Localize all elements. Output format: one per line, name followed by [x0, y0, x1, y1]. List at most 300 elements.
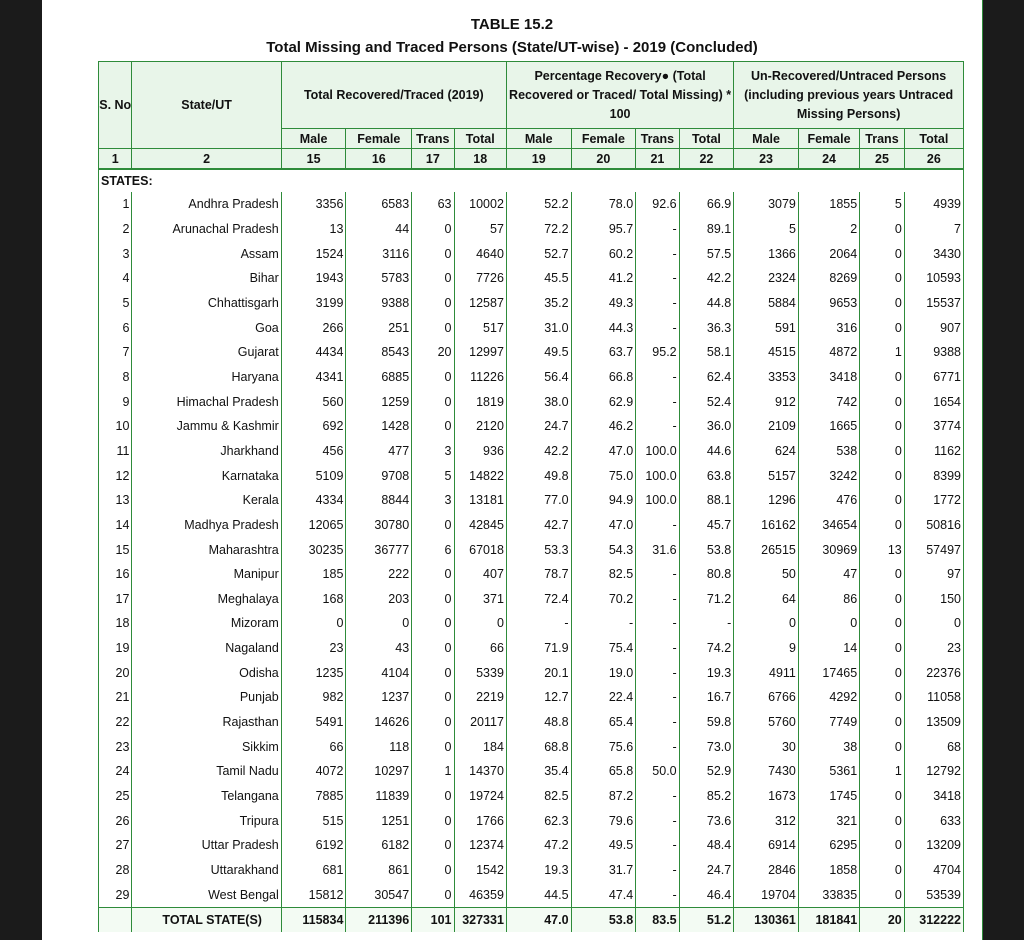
column-number-cell: 2: [132, 149, 281, 170]
table-row: [99, 882, 964, 907]
value-cell: 73.0: [679, 734, 734, 759]
column-number-cell: 24: [798, 149, 859, 170]
value-cell: 86: [798, 587, 859, 612]
value-cell: 184: [454, 734, 506, 759]
value-cell: 7430: [734, 759, 799, 784]
value-cell: 4939: [904, 192, 963, 217]
value-cell: 15537: [904, 291, 963, 316]
total-value-cell: 83.5: [636, 908, 679, 933]
value-cell: 0: [860, 562, 905, 587]
value-cell: -: [636, 685, 679, 710]
state-name-cell: Jammu & Kashmir: [132, 414, 281, 439]
value-cell: 13209: [904, 833, 963, 858]
value-cell: -: [636, 833, 679, 858]
value-cell: -: [636, 241, 679, 266]
value-cell: 14822: [454, 463, 506, 488]
value-cell: 0: [412, 241, 454, 266]
value-cell: 6914: [734, 833, 799, 858]
value-cell: 5760: [734, 710, 799, 735]
header-group-unrecovered: Un-Recovered/Untraced Persons (including previous years Untraced Missing Persons): [734, 62, 964, 129]
value-cell: 3: [412, 488, 454, 513]
state-name-cell: Odisha: [132, 660, 281, 685]
value-cell: 0: [904, 611, 963, 636]
value-cell: 100.0: [636, 488, 679, 513]
state-name-cell: Manipur: [132, 562, 281, 587]
value-cell: 0: [798, 611, 859, 636]
table-row: [99, 365, 964, 390]
value-cell: 19.3: [679, 660, 734, 685]
value-cell: 2064: [798, 241, 859, 266]
table-row: [99, 858, 964, 883]
value-cell: 62.3: [506, 808, 571, 833]
state-name-cell: Madhya Pradesh: [132, 513, 281, 538]
value-cell: 30235: [281, 537, 346, 562]
value-cell: 0: [412, 808, 454, 833]
subheader-cell: Male: [734, 129, 799, 149]
subheader-cell: Male: [281, 129, 346, 149]
serial-number-cell: 20: [99, 660, 132, 685]
table-row: [99, 833, 964, 858]
value-cell: 0: [860, 315, 905, 340]
value-cell: 0: [412, 734, 454, 759]
state-name-cell: Tamil Nadu: [132, 759, 281, 784]
value-cell: 251: [346, 315, 412, 340]
value-cell: 20.1: [506, 660, 571, 685]
total-value-cell: 51.2: [679, 908, 734, 933]
table-row: [99, 266, 964, 291]
value-cell: 5: [860, 192, 905, 217]
value-cell: 7726: [454, 266, 506, 291]
value-cell: 9388: [346, 291, 412, 316]
value-cell: 0: [734, 611, 799, 636]
serial-number-cell: 4: [99, 266, 132, 291]
table-row: [99, 340, 964, 365]
value-cell: 72.2: [506, 217, 571, 242]
value-cell: 861: [346, 858, 412, 883]
value-cell: -: [636, 389, 679, 414]
value-cell: 20: [412, 340, 454, 365]
serial-number-cell: 5: [99, 291, 132, 316]
value-cell: 42.2: [679, 266, 734, 291]
value-cell: 6885: [346, 365, 412, 390]
value-cell: 0: [860, 365, 905, 390]
value-cell: 0: [412, 710, 454, 735]
value-cell: 3430: [904, 241, 963, 266]
column-number-cell: 15: [281, 149, 346, 170]
serial-number-cell: 13: [99, 488, 132, 513]
table-row: [99, 217, 964, 242]
state-name-cell: Jharkhand: [132, 439, 281, 464]
value-cell: 22376: [904, 660, 963, 685]
value-cell: 681: [281, 858, 346, 883]
value-cell: 0: [346, 611, 412, 636]
state-name-cell: Maharashtra: [132, 537, 281, 562]
value-cell: 1524: [281, 241, 346, 266]
state-name-cell: Tripura: [132, 808, 281, 833]
page-edge-line: [982, 0, 983, 940]
value-cell: 407: [454, 562, 506, 587]
state-name-cell: Bihar: [132, 266, 281, 291]
column-number-cell: 26: [904, 149, 963, 170]
value-cell: 633: [904, 808, 963, 833]
table-row: [99, 291, 964, 316]
value-cell: 65.4: [571, 710, 636, 735]
value-cell: 36.0: [679, 414, 734, 439]
subheader-cell: Female: [798, 129, 859, 149]
value-cell: 78.7: [506, 562, 571, 587]
state-name-cell: Haryana: [132, 365, 281, 390]
header-sno: S. No: [99, 62, 132, 149]
column-number-row: [99, 149, 964, 170]
value-cell: 75.0: [571, 463, 636, 488]
subheader-cell: Trans: [412, 129, 454, 149]
value-cell: 45.5: [506, 266, 571, 291]
value-cell: 16.7: [679, 685, 734, 710]
value-cell: 56.4: [506, 365, 571, 390]
value-cell: 23: [281, 636, 346, 661]
value-cell: 591: [734, 315, 799, 340]
value-cell: 624: [734, 439, 799, 464]
value-cell: 1654: [904, 389, 963, 414]
value-cell: 31.6: [636, 537, 679, 562]
value-cell: 4911: [734, 660, 799, 685]
value-cell: 47.0: [571, 439, 636, 464]
value-cell: 4334: [281, 488, 346, 513]
value-cell: 50.0: [636, 759, 679, 784]
table-row: [99, 808, 964, 833]
value-cell: 100.0: [636, 439, 679, 464]
value-cell: 13: [281, 217, 346, 242]
value-cell: 19.3: [506, 858, 571, 883]
value-cell: -: [636, 611, 679, 636]
subheader-cell: Male: [506, 129, 571, 149]
state-name-cell: Sikkim: [132, 734, 281, 759]
table-row: [99, 537, 964, 562]
value-cell: 12.7: [506, 685, 571, 710]
state-name-cell: Assam: [132, 241, 281, 266]
value-cell: 38.0: [506, 389, 571, 414]
state-name-cell: Karnataka: [132, 463, 281, 488]
value-cell: 0: [860, 266, 905, 291]
value-cell: -: [636, 587, 679, 612]
total-value-cell: 327331: [454, 908, 506, 933]
value-cell: 54.3: [571, 537, 636, 562]
value-cell: 1: [860, 759, 905, 784]
value-cell: 1428: [346, 414, 412, 439]
value-cell: 5339: [454, 660, 506, 685]
value-cell: 0: [860, 414, 905, 439]
value-cell: 0: [860, 710, 905, 735]
value-cell: 49.5: [571, 833, 636, 858]
value-cell: 12587: [454, 291, 506, 316]
value-cell: 0: [412, 365, 454, 390]
value-cell: 3353: [734, 365, 799, 390]
value-cell: 22.4: [571, 685, 636, 710]
serial-number-cell: 7: [99, 340, 132, 365]
header-group-percentage: Percentage Recovery● (Total Recovered or Traced/ Total Missing) * 100: [506, 62, 733, 129]
value-cell: 20117: [454, 710, 506, 735]
value-cell: -: [571, 611, 636, 636]
value-cell: 70.2: [571, 587, 636, 612]
serial-number-cell: 3: [99, 241, 132, 266]
value-cell: 1673: [734, 784, 799, 809]
value-cell: 30: [734, 734, 799, 759]
total-value-cell: 115834: [281, 908, 346, 933]
serial-number-cell: 21: [99, 685, 132, 710]
value-cell: 4872: [798, 340, 859, 365]
total-value-cell: 312222: [904, 908, 963, 933]
value-cell: 82.5: [571, 562, 636, 587]
value-cell: 66: [281, 734, 346, 759]
value-cell: 30969: [798, 537, 859, 562]
serial-number-cell: 27: [99, 833, 132, 858]
value-cell: 66: [454, 636, 506, 661]
value-cell: 0: [412, 882, 454, 907]
value-cell: 5109: [281, 463, 346, 488]
table-row: [99, 587, 964, 612]
table-row: [99, 710, 964, 735]
value-cell: 3774: [904, 414, 963, 439]
value-cell: 1251: [346, 808, 412, 833]
table-row: [99, 389, 964, 414]
value-cell: 515: [281, 808, 346, 833]
value-cell: 48.4: [679, 833, 734, 858]
value-cell: 0: [860, 587, 905, 612]
value-cell: 2: [798, 217, 859, 242]
value-cell: 0: [412, 513, 454, 538]
value-cell: 185: [281, 562, 346, 587]
value-cell: 222: [346, 562, 412, 587]
serial-number-cell: 15: [99, 537, 132, 562]
value-cell: 97: [904, 562, 963, 587]
value-cell: 12997: [454, 340, 506, 365]
value-cell: 74.2: [679, 636, 734, 661]
value-cell: 517: [454, 315, 506, 340]
serial-number-cell: 9: [99, 389, 132, 414]
value-cell: 30780: [346, 513, 412, 538]
table-row: [99, 636, 964, 661]
value-cell: 87.2: [571, 784, 636, 809]
value-cell: 4292: [798, 685, 859, 710]
value-cell: 912: [734, 389, 799, 414]
table-row: [99, 562, 964, 587]
table-row: [99, 784, 964, 809]
value-cell: 0: [860, 685, 905, 710]
value-cell: 3079: [734, 192, 799, 217]
state-name-cell: Meghalaya: [132, 587, 281, 612]
value-cell: 17465: [798, 660, 859, 685]
table-row: [99, 463, 964, 488]
value-cell: 62.4: [679, 365, 734, 390]
value-cell: 312: [734, 808, 799, 833]
state-name-cell: West Bengal: [132, 882, 281, 907]
value-cell: 371: [454, 587, 506, 612]
serial-number-cell: 28: [99, 858, 132, 883]
table-row: [99, 685, 964, 710]
value-cell: 88.1: [679, 488, 734, 513]
value-cell: 49.8: [506, 463, 571, 488]
state-name-cell: Andhra Pradesh: [132, 192, 281, 217]
value-cell: 9708: [346, 463, 412, 488]
value-cell: 68: [904, 734, 963, 759]
total-label-cell: TOTAL STATE(S): [132, 908, 281, 933]
column-number-cell: 1: [99, 149, 132, 170]
serial-number-cell: 25: [99, 784, 132, 809]
serial-number-cell: 23: [99, 734, 132, 759]
subheader-cell: Trans: [636, 129, 679, 149]
value-cell: 0: [412, 562, 454, 587]
value-cell: 52.7: [506, 241, 571, 266]
value-cell: 1259: [346, 389, 412, 414]
serial-number-cell: 1: [99, 192, 132, 217]
value-cell: 0: [860, 488, 905, 513]
value-cell: 42.2: [506, 439, 571, 464]
value-cell: 46.2: [571, 414, 636, 439]
table-row: [99, 660, 964, 685]
value-cell: 36777: [346, 537, 412, 562]
value-cell: 52.4: [679, 389, 734, 414]
value-cell: 1: [860, 340, 905, 365]
value-cell: 6583: [346, 192, 412, 217]
serial-number-cell: 22: [99, 710, 132, 735]
value-cell: 8399: [904, 463, 963, 488]
value-cell: 57497: [904, 537, 963, 562]
table-row: [99, 734, 964, 759]
state-name-cell: Goa: [132, 315, 281, 340]
value-cell: 3: [412, 439, 454, 464]
table-row: [99, 488, 964, 513]
value-cell: 7749: [798, 710, 859, 735]
value-cell: 50816: [904, 513, 963, 538]
value-cell: 33835: [798, 882, 859, 907]
total-value-cell: 20: [860, 908, 905, 933]
value-cell: 538: [798, 439, 859, 464]
value-cell: 65.8: [571, 759, 636, 784]
subheader-cell: Total: [454, 129, 506, 149]
value-cell: 5361: [798, 759, 859, 784]
state-name-cell: Gujarat: [132, 340, 281, 365]
value-cell: -: [636, 266, 679, 291]
value-cell: 63.7: [571, 340, 636, 365]
state-name-cell: Chhattisgarh: [132, 291, 281, 316]
value-cell: 4704: [904, 858, 963, 883]
serial-number-cell: 16: [99, 562, 132, 587]
value-cell: 0: [860, 241, 905, 266]
state-name-cell: Kerala: [132, 488, 281, 513]
value-cell: 16162: [734, 513, 799, 538]
serial-number-cell: 14: [99, 513, 132, 538]
value-cell: 26515: [734, 537, 799, 562]
value-cell: 62.9: [571, 389, 636, 414]
column-number-cell: 22: [679, 149, 734, 170]
value-cell: 0: [860, 808, 905, 833]
value-cell: 6295: [798, 833, 859, 858]
value-cell: 3356: [281, 192, 346, 217]
value-cell: 0: [412, 636, 454, 661]
value-cell: 78.0: [571, 192, 636, 217]
value-cell: 11058: [904, 685, 963, 710]
value-cell: 477: [346, 439, 412, 464]
table-row: [99, 513, 964, 538]
value-cell: 72.4: [506, 587, 571, 612]
value-cell: 1855: [798, 192, 859, 217]
column-number-cell: 19: [506, 149, 571, 170]
subheader-cell: Female: [346, 129, 412, 149]
value-cell: 982: [281, 685, 346, 710]
value-cell: 266: [281, 315, 346, 340]
value-cell: 0: [412, 833, 454, 858]
value-cell: 41.2: [571, 266, 636, 291]
value-cell: 0: [860, 439, 905, 464]
value-cell: 7885: [281, 784, 346, 809]
value-cell: 150: [904, 587, 963, 612]
value-cell: 7: [904, 217, 963, 242]
value-cell: 89.1: [679, 217, 734, 242]
value-cell: 6182: [346, 833, 412, 858]
serial-number-cell: 2: [99, 217, 132, 242]
subheader-cell: Female: [571, 129, 636, 149]
value-cell: 44.8: [679, 291, 734, 316]
value-cell: -: [636, 315, 679, 340]
value-cell: 1296: [734, 488, 799, 513]
state-name-cell: Rajasthan: [132, 710, 281, 735]
value-cell: 68.8: [506, 734, 571, 759]
value-cell: -: [506, 611, 571, 636]
state-name-cell: Nagaland: [132, 636, 281, 661]
value-cell: 6: [412, 537, 454, 562]
value-cell: 53539: [904, 882, 963, 907]
value-cell: 10593: [904, 266, 963, 291]
value-cell: 15812: [281, 882, 346, 907]
value-cell: 9653: [798, 291, 859, 316]
value-cell: 0: [860, 660, 905, 685]
value-cell: 19724: [454, 784, 506, 809]
value-cell: -: [636, 291, 679, 316]
value-cell: 1237: [346, 685, 412, 710]
value-cell: 0: [412, 587, 454, 612]
table-row: [99, 315, 964, 340]
value-cell: 77.0: [506, 488, 571, 513]
value-cell: 73.6: [679, 808, 734, 833]
value-cell: 0: [860, 636, 905, 661]
total-value-cell: 130361: [734, 908, 799, 933]
value-cell: 1943: [281, 266, 346, 291]
value-cell: 2846: [734, 858, 799, 883]
serial-number-cell: 10: [99, 414, 132, 439]
value-cell: 0: [454, 611, 506, 636]
value-cell: 168: [281, 587, 346, 612]
value-cell: 47.0: [571, 513, 636, 538]
value-cell: -: [636, 710, 679, 735]
value-cell: 2120: [454, 414, 506, 439]
value-cell: 2324: [734, 266, 799, 291]
value-cell: 0: [860, 513, 905, 538]
total-row: [99, 908, 964, 933]
serial-number-cell: 8: [99, 365, 132, 390]
value-cell: 5491: [281, 710, 346, 735]
value-cell: 35.2: [506, 291, 571, 316]
value-cell: 5: [734, 217, 799, 242]
value-cell: 1: [412, 759, 454, 784]
value-cell: 692: [281, 414, 346, 439]
value-cell: 95.7: [571, 217, 636, 242]
value-cell: -: [636, 660, 679, 685]
value-cell: 50: [734, 562, 799, 587]
value-cell: 24.7: [506, 414, 571, 439]
subheader-cell: Total: [679, 129, 734, 149]
value-cell: 5: [412, 463, 454, 488]
serial-number-cell: 19: [99, 636, 132, 661]
